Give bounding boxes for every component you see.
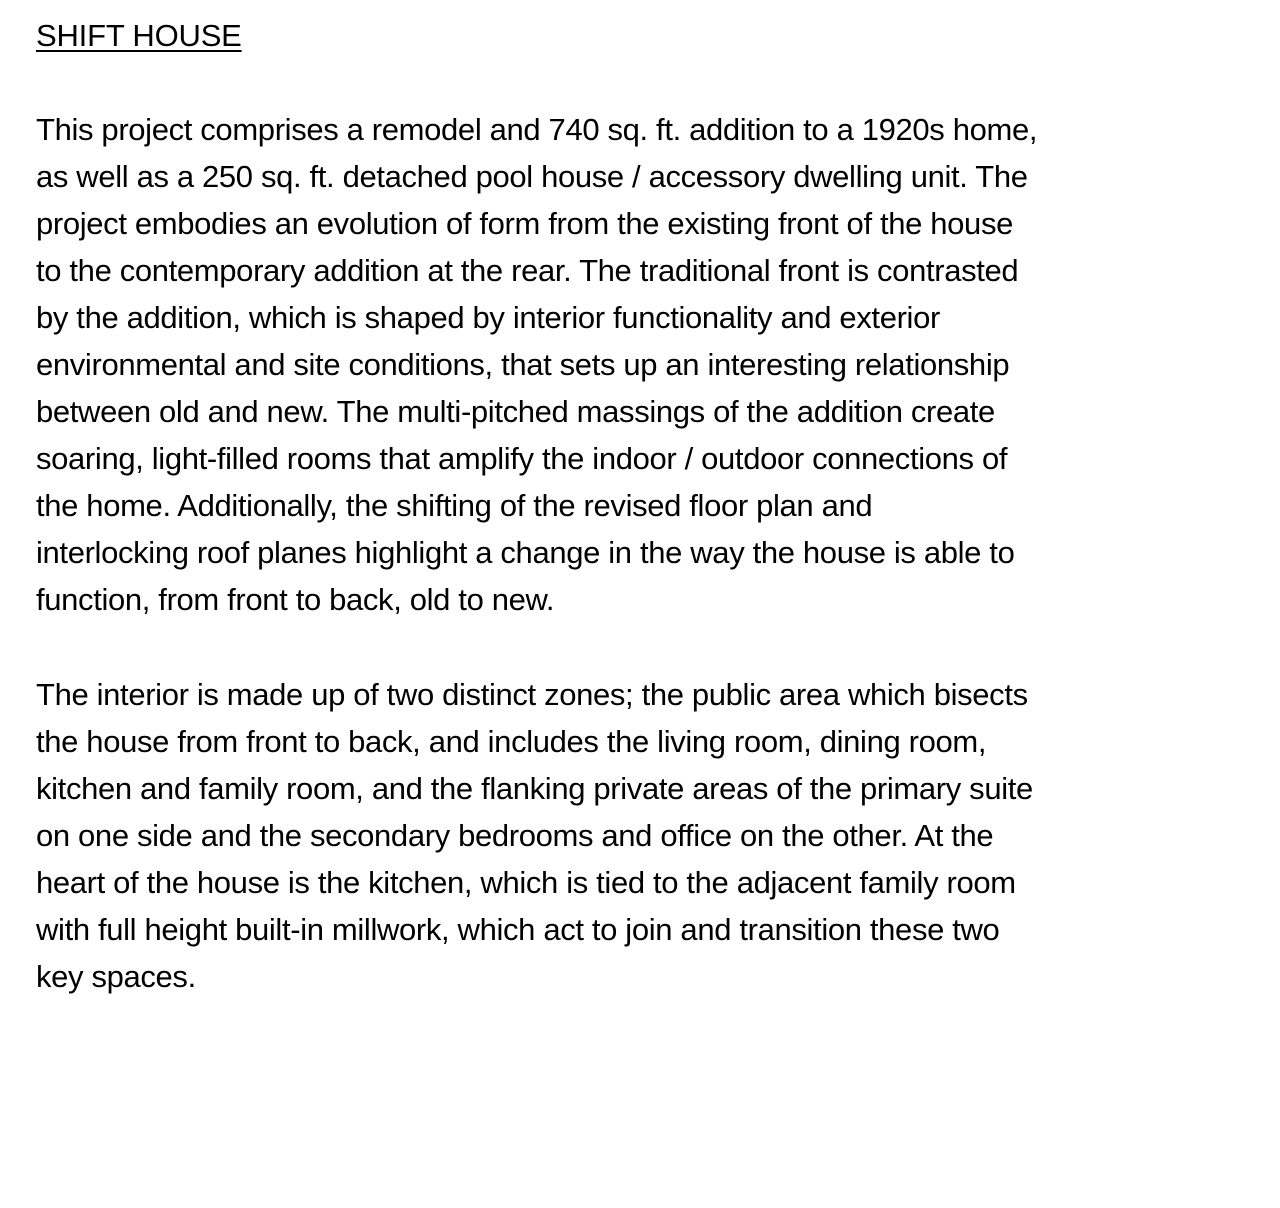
paragraph-line: The interior is made up of two distinct zones; the public area which bisects [36, 677, 1028, 712]
paragraph-line: by the addition, which is shaped by interior functionality and exterior [36, 300, 940, 335]
paragraph-line: This project comprises a remodel and 740 sq. ft. addition to a 1920s home, [36, 112, 1038, 147]
paragraph-line: heart of the house is the kitchen, which is tied to the adjacent family room [36, 865, 1016, 900]
document-title: SHIFT HOUSE [36, 18, 242, 53]
paragraph-line: to the contemporary addition at the rear. The traditional front is contrasted [36, 253, 1019, 288]
paragraph-line: environmental and site conditions, that sets up an interesting relationship [36, 347, 1010, 382]
paragraph-interior-zones [36, 671, 1033, 1000]
paragraph-line: function, from front to back, old to new. [36, 582, 555, 617]
paragraph-line: the home. Additionally, the shifting of the revised floor plan and [36, 488, 873, 523]
paragraph-line: key spaces. [36, 959, 196, 994]
paragraph-line: between old and new. The multi-pitched massings of the addition create [36, 394, 995, 429]
paragraph-line: soaring, light-filled rooms that amplify the indoor / outdoor connections of [36, 441, 1008, 476]
paragraph-line: project embodies an evolution of form from the existing front of the house [36, 206, 1013, 241]
paragraph-line: the house from front to back, and includes the living room, dining room, [36, 724, 987, 759]
paragraph-line: as well as a 250 sq. ft. detached pool house / accessory dwelling unit. The [36, 159, 1028, 194]
paragraph-line: with full height built-in millwork, which act to join and transition these two [36, 912, 1000, 947]
paragraph-line: kitchen and family room, and the flanking private areas of the primary suite [36, 771, 1033, 806]
paragraph-line: interlocking roof planes highlight a change in the way the house is able to [36, 535, 1015, 570]
paragraph-project-overview [36, 106, 1037, 623]
paragraph-line: on one side and the secondary bedrooms and office on the other. At the [36, 818, 994, 853]
document-page [36, 16, 1256, 994]
